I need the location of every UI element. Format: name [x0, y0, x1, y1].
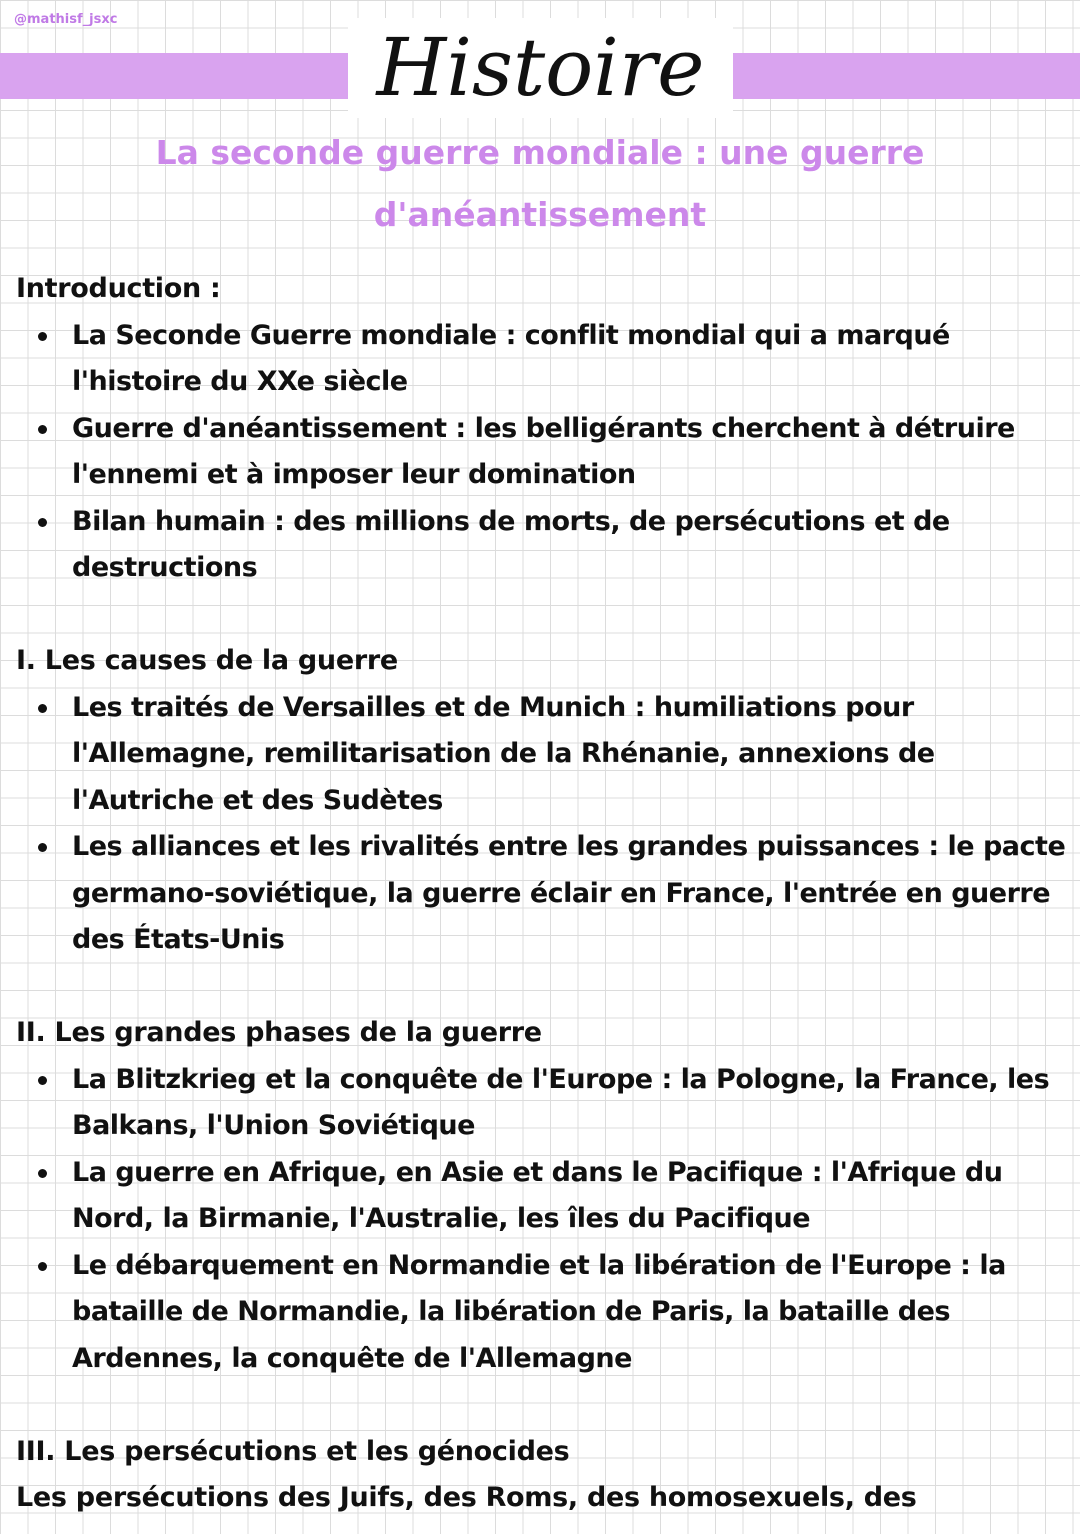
subtitle-line-2: d'anéantissement	[373, 195, 707, 234]
subtitle-line-1: La seconde guerre mondiale : une guerre	[155, 133, 925, 172]
title-band-right	[733, 53, 1080, 99]
spacer	[16, 592, 1074, 639]
bullet-icon	[38, 1169, 47, 1178]
section-3-text: Les persécutions des Juifs, des Roms, des homosexuels, des	[16, 1482, 917, 1513]
page-title: Histoire	[348, 18, 733, 118]
subtitle	[110, 122, 970, 246]
list-item: La Blitzkrieg et la conquête de l'Europe : la Pologne, la France, les Balkans, l'Union Soviétique	[16, 1057, 1074, 1150]
list-item: La Seconde Guerre mondiale : conflit mondial qui a marqué l'histoire du XXe siècle	[16, 313, 1074, 406]
section-2-heading: II. Les grandes phases de la guerre	[16, 1017, 542, 1048]
introduction-list	[16, 313, 1074, 592]
spacer	[16, 964, 1074, 1011]
list-item: Guerre d'anéantissement : les belligérants cherchent à détruire l'ennemi et à imposer leur domination	[16, 406, 1074, 499]
section-1-heading: I. Les causes de la guerre	[16, 645, 398, 676]
notes-content	[16, 266, 1074, 1522]
section-1-list	[16, 685, 1074, 964]
list-item: Le débarquement en Normandie et la libération de l'Europe : la bataille de Normandie, la libération de Paris, la bataille des Ardennes, la conquête de l'Allemagne	[16, 1243, 1074, 1383]
spacer	[16, 1382, 1074, 1429]
bullet-icon	[38, 1076, 47, 1085]
bullet-icon	[38, 425, 47, 434]
section-3-heading: III. Les persécutions et les génocides	[16, 1435, 570, 1467]
list-item: Les traités de Versailles et de Munich : humiliations pour l'Allemagne, remilitarisation de la Rhénanie, annexions de l'Autriche et des Sudètes	[16, 685, 1074, 825]
bullet-icon	[38, 518, 47, 527]
bullet-icon	[38, 843, 47, 852]
bullet-icon	[38, 704, 47, 713]
section-2-list	[16, 1057, 1074, 1383]
list-item: Bilan humain : des millions de morts, de persécutions et de destructions	[16, 499, 1074, 592]
introduction-heading: Introduction :	[16, 273, 221, 304]
bullet-icon	[38, 332, 47, 341]
bullet-icon	[38, 1262, 47, 1271]
watermark: @mathisf_jsxc	[14, 12, 118, 27]
list-item: La guerre en Afrique, en Asie et dans le Pacifique : l'Afrique du Nord, la Birmanie, l'Australie, les îles du Pacifique	[16, 1150, 1074, 1243]
title-band-left	[0, 53, 348, 99]
list-item: Les alliances et les rivalités entre les grandes puissances : le pacte germano-soviétique, la guerre éclair en France, l'entrée en guerre des États-Unis	[16, 824, 1074, 964]
